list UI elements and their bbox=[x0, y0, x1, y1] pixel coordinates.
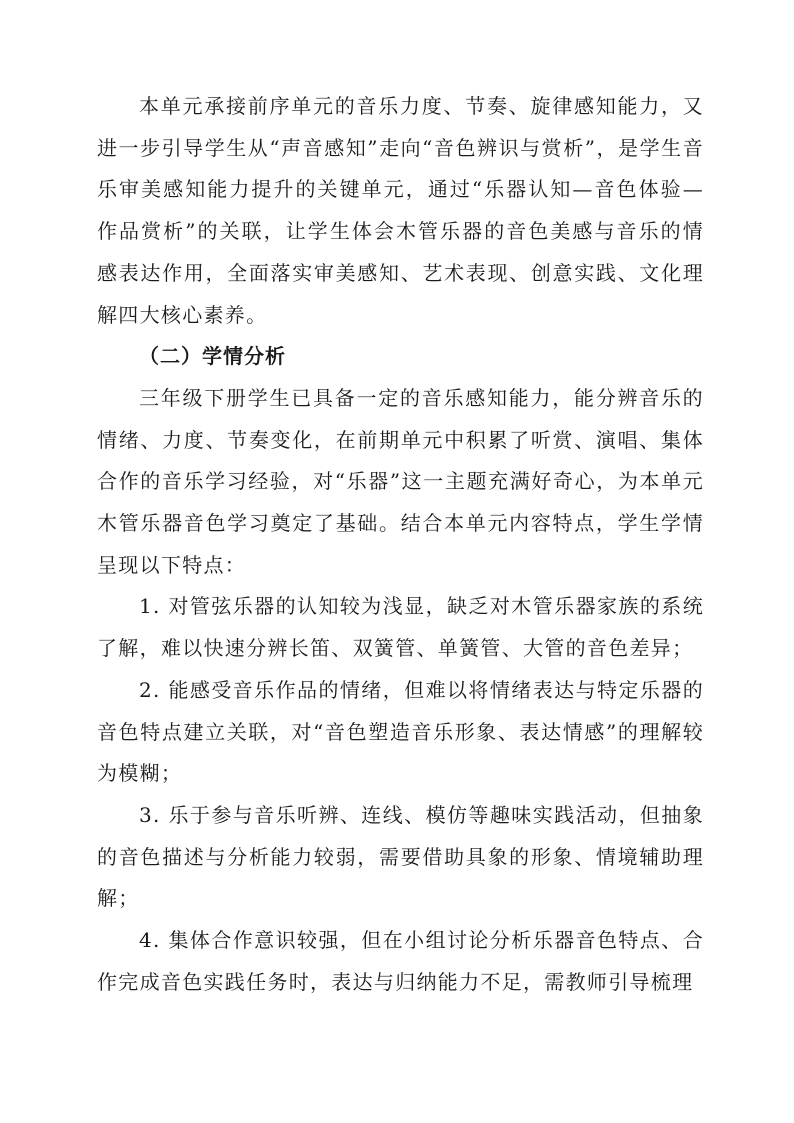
list-item-1: 1. 对管弦乐器的认知较为浅显，缺乏对木管乐器家族的系统了解，难以快速分辨长笛、双簧管、单簧管、大管的音色差异； bbox=[97, 594, 704, 661]
analysis-paragraph: 三年级下册学生已具备一定的音乐感知能力，能分辨音乐的情绪、力度、节奏变化，在前期单元中积累了听赏、演唱、集体合作的音乐学习经验，对“乐器”这一主题充满好奇心，为本单元木管乐器音色学习奠定了基础。结合本单元内容特点，学生学情呈现以下特点： bbox=[97, 385, 704, 577]
list-item-2: 2. 能感受音乐作品的情绪，但难以将情绪表达与特定乐器的音色特点建立关联，对“音色塑造音乐形象、表达情感”的理解较为模糊； bbox=[97, 677, 704, 786]
intro-paragraph: 本单元承接前序单元的音乐力度、节奏、旋律感知能力，又进一步引导学生从“声音感知”走向“音色辨识与赏析”，是学生音乐审美感知能力提升的关键单元，通过“乐器认知—音色体验—作品赏析”的关联，让学生体会木管乐器的音色美感与音乐的情感表达作用，全面落实审美感知、艺术表现、创意实践、文化理解四大核心素养。 bbox=[97, 94, 704, 327]
list-item-3: 3. 乐于参与音乐听辨、连线、模仿等趣味实践活动，但抽象的音色描述与分析能力较弱，需要借助具象的形象、情境辅助理解； bbox=[97, 802, 704, 911]
list-item-4: 4. 集体合作意识较强，但在小组讨论分析乐器音色特点、合作完成音色实践任务时，表达与归纳能力不足，需教师引导梳理 bbox=[97, 928, 704, 994]
section-heading: （二）学情分析 bbox=[139, 344, 286, 369]
